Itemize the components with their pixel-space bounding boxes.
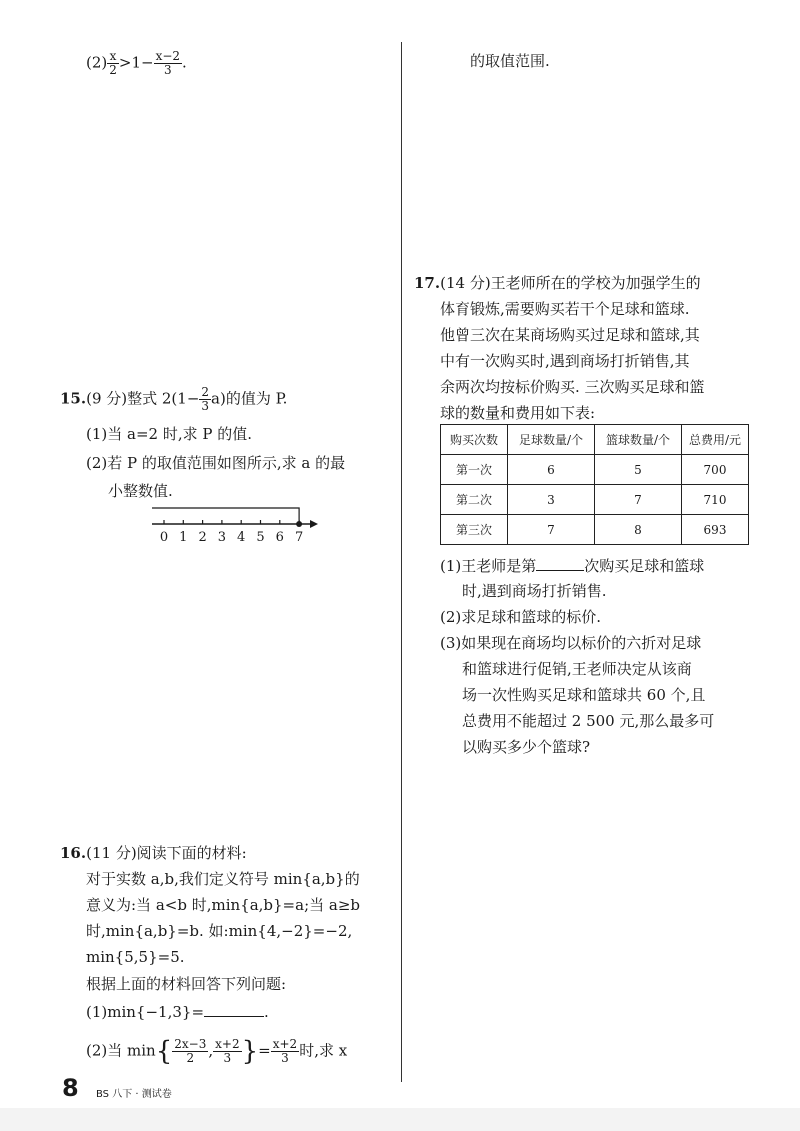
q17-number: 17.	[414, 274, 441, 292]
frac-numerator: 2	[201, 385, 210, 399]
page-number: 8	[62, 1074, 79, 1102]
q17-part3-line5: 以购买多少个篮球?	[462, 738, 591, 756]
frac-numerator: x+2	[215, 1037, 240, 1051]
tick-label: 4	[237, 530, 246, 545]
tick-label: 3	[217, 530, 227, 545]
table-cell: 8	[595, 515, 682, 545]
q16-line5: 根据上面的材料回答下列问题:	[86, 975, 287, 993]
frac-numerator: 2x−3	[174, 1037, 207, 1051]
q16-part1-text: (1)min{−1,3}=	[86, 1003, 205, 1021]
q14-end: .	[182, 53, 187, 72]
tick-label: 1	[179, 530, 188, 545]
table-cell: 第一次	[441, 455, 508, 485]
table-row	[441, 515, 749, 545]
table-cell: 7	[595, 485, 682, 515]
q17-line1: (14 分)王老师所在的学校为加强学生的	[440, 274, 701, 292]
q16-heading	[60, 842, 247, 864]
table-header-cell: 足球数量/个	[508, 425, 595, 455]
tick-label: 2	[198, 530, 207, 545]
frac-numerator: x	[107, 50, 119, 64]
q17-answer-blank[interactable]	[536, 570, 584, 571]
q17-part2: (2)求足球和篮球的标价.	[440, 608, 602, 626]
q16-part1-end: .	[264, 1003, 269, 1021]
table-cell: 7	[508, 515, 595, 545]
frac-denominator: 3	[201, 399, 210, 413]
arrow-icon	[310, 520, 318, 528]
left-brace: {	[155, 1036, 173, 1067]
table-cell: 3	[508, 485, 595, 515]
table-cell: 700	[682, 455, 749, 485]
q16-line4: min{5,5}=5.	[86, 948, 185, 966]
q16-number: 16.	[60, 844, 87, 862]
table-cell: 693	[682, 515, 749, 545]
q16-continuation: 的取值范围.	[470, 52, 550, 70]
q16-line1: 对于实数 a,b,我们定义符号 min{a,b}的	[86, 870, 360, 888]
frac-denominator: 2	[109, 63, 117, 77]
purchase-table	[440, 424, 749, 545]
q17-part3-line3: 场一次性购买足球和篮球共 60 个,且	[462, 686, 706, 704]
table-cell: 6	[508, 455, 595, 485]
table-header-cell: 总费用/元	[682, 425, 749, 455]
q17-line5: 余两次均按标价购买. 三次购买足球和篮	[440, 378, 705, 396]
q15-head-b: a)的值为 P.	[211, 389, 288, 408]
frac-numerator: x+2	[272, 1037, 298, 1051]
table-cell: 5	[595, 455, 682, 485]
q16-comma: ,	[208, 1041, 214, 1060]
q17-part1	[440, 555, 704, 577]
q16-part2	[86, 1038, 347, 1065]
q16-frac-3	[271, 1038, 299, 1065]
q16-part2-a: (2)当 min	[86, 1041, 156, 1060]
range-bracket	[152, 508, 299, 524]
q15-part2-line2: 小整数值.	[108, 482, 173, 500]
q16-frac-2	[213, 1038, 241, 1065]
q15-head-a: (9 分)整式 2(1−	[86, 389, 200, 408]
table-cell: 第二次	[441, 485, 508, 515]
q15-number: 15.	[60, 389, 87, 408]
q16-line2: 意义为:当 a<b 时,min{a,b}=a;当 a≥b	[86, 896, 360, 914]
q17-part1-a: (1)王老师是第	[440, 557, 537, 575]
tick-label: 6	[275, 530, 284, 545]
q14-part2	[86, 50, 187, 77]
q17-line2: 体育锻炼,需要购买若干个足球和篮球.	[440, 300, 690, 318]
q17-part3-line4: 总费用不能超过 2 500 元,那么最多可	[462, 712, 715, 730]
table-header-row	[441, 425, 749, 455]
q16-line3: 时,min{a,b}=b. 如:min{4,−2}=−2,	[86, 922, 353, 940]
q17-line6: 球的数量和费用如下表:	[440, 404, 596, 422]
q16-equals: =	[258, 1041, 271, 1060]
footer-label: BS 八下 · 测试卷	[96, 1089, 172, 1100]
column-divider	[401, 42, 402, 1082]
q14-inequality-sign: >1−	[118, 53, 154, 72]
q15-number-line	[150, 500, 320, 548]
table-row	[441, 485, 749, 515]
tick-label: 0	[159, 530, 169, 545]
q15-heading	[60, 386, 287, 413]
frac-denominator: 3	[163, 63, 172, 77]
q15-frac	[199, 386, 211, 413]
q14-frac-2	[154, 50, 182, 77]
tick-label: 7	[294, 530, 304, 545]
frac-denominator: 3	[223, 1051, 232, 1065]
bottom-bar	[0, 1108, 800, 1131]
endpoint-dot	[296, 521, 302, 527]
q16-head: (11 分)阅读下面的材料:	[86, 844, 247, 862]
q16-part1	[86, 1001, 269, 1023]
q17-part3-line2: 和篮球进行促销,王老师决定从该商	[462, 660, 692, 678]
q17-line3: 他曾三次在某商场购买过足球和篮球,其	[440, 326, 700, 344]
frac-numerator: x−2	[155, 49, 181, 63]
q16-part2-b: 时,求 x	[299, 1041, 348, 1060]
q14-part2-label: (2)	[86, 53, 108, 72]
table-row	[441, 455, 749, 485]
q14-frac-1	[107, 50, 119, 77]
q16-answer-blank[interactable]	[204, 1016, 264, 1017]
frac-denominator: 3	[281, 1051, 289, 1065]
table-cell: 第三次	[441, 515, 508, 545]
q17-part1-c: 时,遇到商场打折销售.	[462, 582, 607, 600]
q15-part2-line1: (2)若 P 的取值范围如图所示,求 a 的最	[86, 454, 346, 472]
q17-heading	[414, 272, 701, 294]
table-cell: 710	[682, 485, 749, 515]
frac-denominator: 2	[186, 1051, 195, 1065]
q17-line4: 中有一次购买时,遇到商场打折销售,其	[440, 352, 690, 370]
q16-frac-1	[172, 1038, 208, 1065]
right-brace: }	[241, 1036, 259, 1067]
q17-part3-line1: (3)如果现在商场均以标价的六折对足球	[440, 634, 702, 652]
table-header-cell: 购买次数	[441, 425, 508, 455]
q17-part1-b: 次购买足球和篮球	[584, 557, 705, 575]
table-header-cell: 篮球数量/个	[595, 425, 682, 455]
tick-label: 5	[256, 530, 265, 545]
q15-part1: (1)当 a=2 时,求 P 的值.	[86, 425, 253, 443]
